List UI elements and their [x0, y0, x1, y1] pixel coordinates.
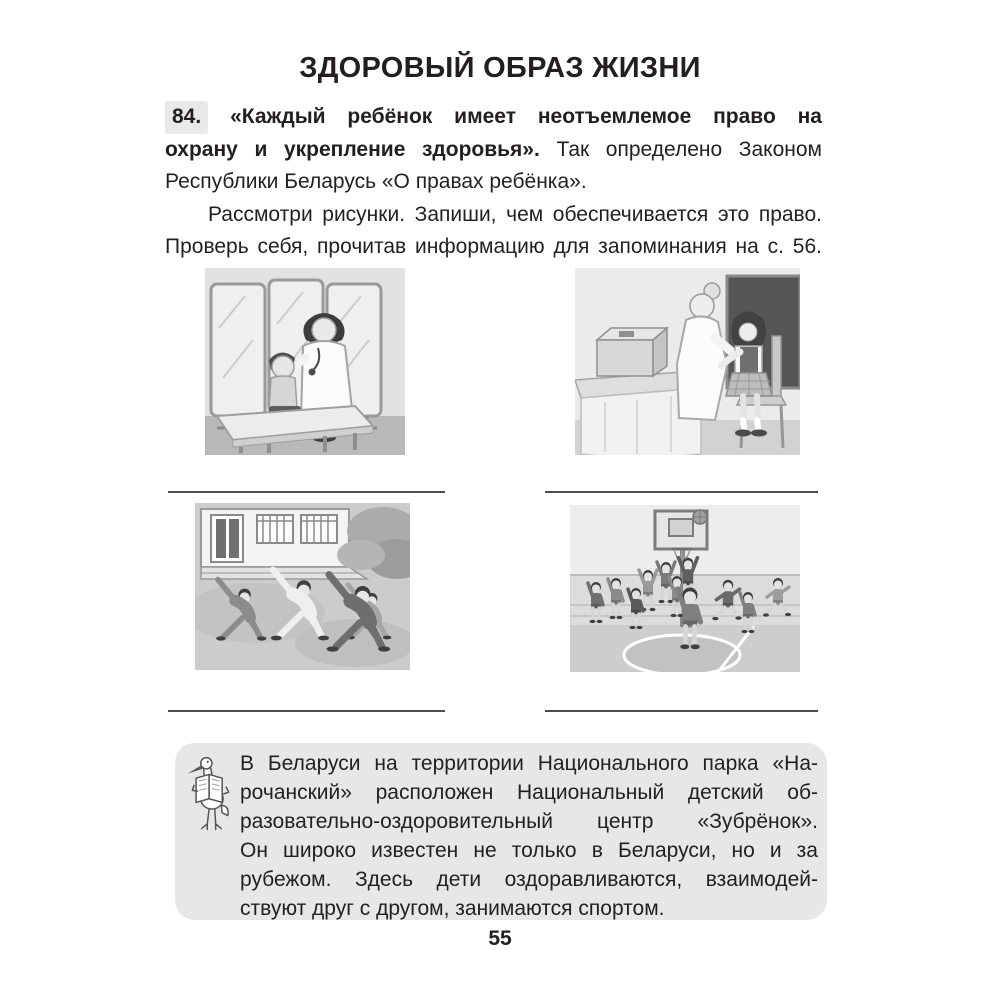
doctor-examining-boy-illustration — [205, 268, 405, 455]
answer-line-2 — [545, 491, 818, 493]
exercise-line-1 — [165, 101, 822, 134]
info-line-5: рубежом. Здесь дети оздоравливаются, взаимодей- — [240, 868, 818, 891]
exercise-number-badge: 84. — [165, 101, 208, 134]
exercise-regular-text: Так определено Законом — [556, 137, 822, 161]
instruction-line-2: Проверь себя, прочитав информацию для запоминания на с. 56. — [165, 235, 822, 258]
exercise-line-3 — [165, 166, 822, 199]
exercise-bold-text: «Каждый ребёнок имеет неотъемлемое право на — [230, 105, 822, 128]
children-basketball-gym-illustration — [570, 505, 800, 672]
info-box-text — [240, 749, 818, 923]
info-line-1: В Беларуси на территории Национального парка «На- — [240, 752, 818, 775]
figure-vaccination — [575, 268, 800, 455]
page-number: 55 — [488, 927, 512, 950]
exercise-text-block — [165, 101, 822, 264]
info-line-2: рочанский» расположен Национальный детский об- — [240, 781, 818, 804]
exercise-bold-text-2: охрану и укрепление здоровья». — [165, 137, 540, 161]
answer-line-3 — [168, 710, 445, 712]
info-line-6: ствуют друг с другом, занимаются спортом. — [240, 897, 665, 920]
page-title: ЗДОРОВЫЙ ОБРАЗ ЖИЗНИ — [299, 52, 701, 84]
exercise-regular-text-2: Республики Беларусь «О правах ребёнка». — [165, 170, 587, 193]
exercise-line-2 — [165, 134, 822, 167]
figure-morning-exercises — [195, 503, 410, 670]
info-box — [175, 743, 827, 920]
answer-line-1 — [168, 491, 445, 493]
info-line-3: разовательно-оздоровительный центр «Зубрёнок». — [240, 810, 818, 833]
instruction-line-1: Рассмотри рисунки. Запиши, чем обеспечивается это право. — [208, 202, 822, 226]
figure-doctor-examination — [205, 268, 405, 455]
figure-basketball-game — [570, 505, 800, 672]
answer-line-4 — [545, 710, 818, 712]
children-morning-exercises-illustration — [195, 503, 410, 670]
info-line-4: Он широко известен не только в Беларуси, но и за — [240, 839, 818, 862]
nurse-vaccinating-girl-illustration — [575, 268, 800, 455]
stork-reading-book-icon — [183, 751, 239, 839]
